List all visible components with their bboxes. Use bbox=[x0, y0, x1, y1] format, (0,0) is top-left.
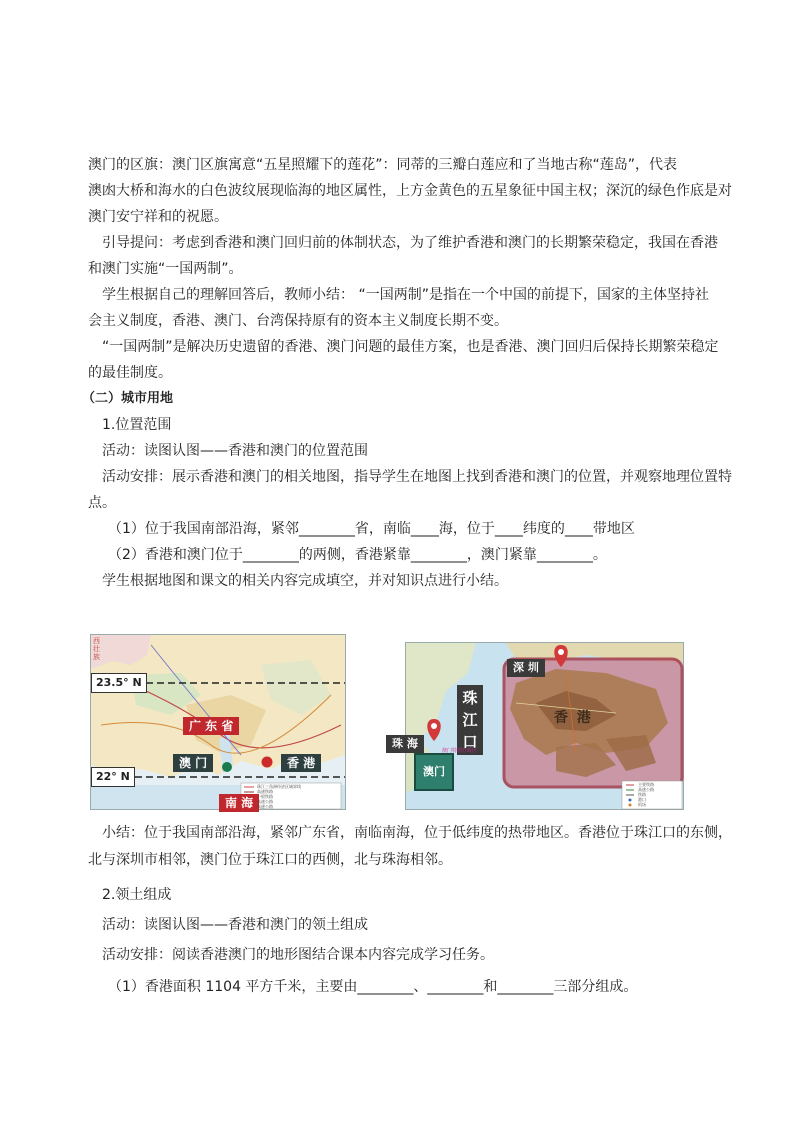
legend-item: 港口 bbox=[638, 797, 646, 802]
subheading-territory: 2.领土组成 bbox=[102, 887, 172, 903]
map1-legend bbox=[257, 784, 301, 809]
estuary-label: 珠 江 口 bbox=[457, 685, 483, 755]
admin-region-label: 澳门特别行政区 bbox=[442, 748, 478, 754]
legend-item: 高速公路 bbox=[257, 804, 273, 809]
paragraph-question-2: 和澳门实施“一国两制”。 bbox=[88, 261, 243, 277]
subheading-location: 1.位置范围 bbox=[102, 417, 172, 433]
legend-item: 高速公路 bbox=[638, 787, 654, 792]
legend-item: 珠江三角洲经济区域界线 bbox=[257, 784, 301, 789]
location-map bbox=[90, 634, 346, 810]
activity-plan-2: 活动安排：阅读香港澳门的地形图结合课本内容完成学习任务。 bbox=[102, 947, 494, 963]
legend-item: 铁路 bbox=[638, 792, 646, 797]
legend-item: 高速铁路 bbox=[257, 789, 273, 794]
paragraph-question-1: 引导提问：考虑到香港和澳门回归前的体制状态，为了维护香港和澳门的长期繁荣稳定，我国在香港 bbox=[102, 235, 718, 251]
shenzhen-label: 深 圳 bbox=[507, 659, 545, 677]
legend-item: 机场 bbox=[638, 802, 646, 807]
paragraph-policy-2: 的最佳制度。 bbox=[88, 365, 172, 381]
activity-title-2: 活动：读图认图——香港和澳门的领土组成 bbox=[102, 917, 368, 933]
paragraph-policy-1: “一国两制”是解决历史遗留的香港、澳门问题的最佳方案，也是香港、澳门回归后保持长期繁荣稳定 bbox=[102, 339, 719, 355]
activity-title-1: 活动：读图认图——香港和澳门的位置范围 bbox=[102, 443, 368, 459]
paragraph-flag-1: 澳门的区旗：澳门区旗寓意“五星照耀下的莲花”：同蒂的三瓣白莲应和了当地古称“莲岛”，代表 bbox=[88, 157, 678, 173]
zhuhai-label: 珠 海 bbox=[386, 735, 424, 753]
macau-map-label: 澳门 bbox=[414, 753, 454, 791]
latitude-label-22: 22° N bbox=[91, 767, 135, 787]
paragraph-flag-3: 澳门安宁祥和的祝愿。 bbox=[88, 209, 228, 225]
question-3: （1）香港面积 1104 平方千米，主要由________、________和________三部分组成。 bbox=[108, 979, 638, 995]
latitude-label-23-5: 23.5° N bbox=[91, 673, 147, 693]
map2-legend bbox=[638, 782, 654, 807]
paragraph-summary-1: 学生根据自己的理解回答后，教师小结： “一国两制”是指在一个中国的前提下，国家的主体坚持社 bbox=[102, 287, 709, 303]
region-label-corner: 西 壮 族 bbox=[93, 637, 100, 661]
paragraph-summary-2: 会主义制度，香港、澳门、台湾保持原有的资本主义制度长期不变。 bbox=[88, 313, 508, 329]
legend-item: 高速公路 bbox=[257, 799, 273, 804]
hongkong-label: 香 港 bbox=[281, 754, 321, 772]
question-1: （1）位于我国南部沿海，紧邻________省，南临____海，位于____纬度的____带地区 bbox=[108, 521, 635, 537]
question-2: （2）香港和澳门位于________的两侧，香港紧靠________，澳门紧靠________。 bbox=[108, 547, 607, 563]
activity-plan-1a: 活动安排：展示香港和澳门的相关地图，指导学生在地图上找到香港和澳门的位置，并观察地理位置特 bbox=[102, 469, 732, 485]
hongkong-map-label: 香 港 bbox=[554, 710, 593, 726]
section-heading: （二）城市用地 bbox=[82, 391, 174, 406]
province-label: 广 东 省 bbox=[183, 717, 239, 735]
legend-item: 主要铁路 bbox=[638, 782, 654, 787]
paragraph-flag-2: 澳凼大桥和海水的白色波纹展现临海的地区属性，上方金黄色的五星象征中国主权；深沉的绿色作底是对 bbox=[88, 183, 732, 199]
summary-location-2: 北与深圳市相邻，澳门位于珠江口的西侧，北与珠海相邻。 bbox=[88, 852, 452, 868]
summary-location-1: 小结：位于我国南部沿海，紧邻广东省，南临南海，位于低纬度的热带地区。香港位于珠江口的东侧， bbox=[102, 825, 732, 841]
legend-item: 一般铁路 bbox=[257, 794, 273, 799]
activity-plan-1b: 点。 bbox=[88, 495, 116, 511]
student-instruction: 学生根据地图和课文的相关内容完成填空，并对知识点进行小结。 bbox=[102, 573, 508, 589]
sea-label: 南 海 bbox=[219, 794, 259, 812]
terrain-map bbox=[392, 642, 684, 810]
macau-label: 澳 门 bbox=[173, 754, 213, 772]
